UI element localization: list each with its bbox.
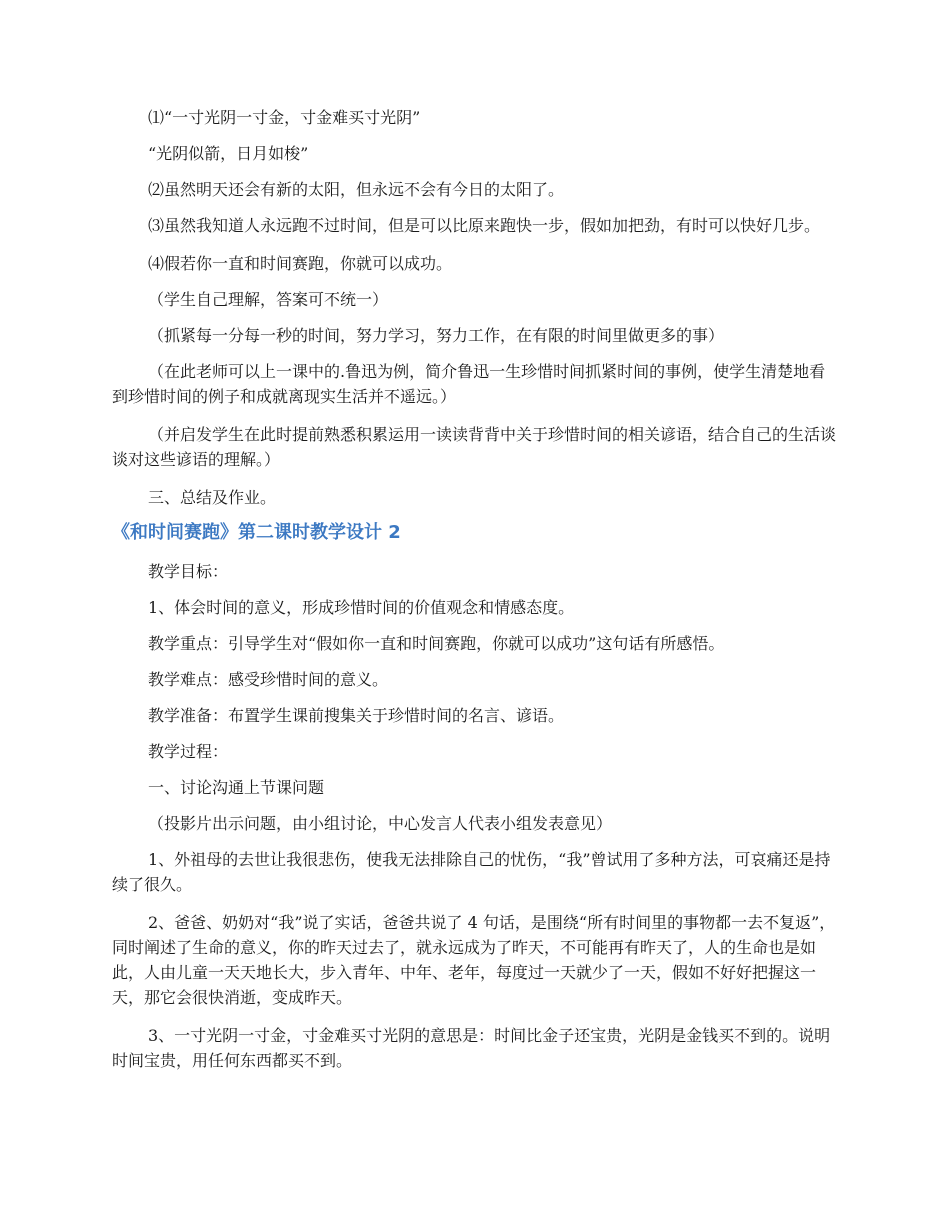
paragraph: （投影片出示问题，由小组讨论，中心发言人代表小组发表意见） [148, 814, 613, 833]
paragraph: 教学准备：布置学生课前搜集关于珍惜时间的名言、谚语。 [148, 706, 565, 725]
paragraph: 2、爸爸、奶奶对“我”说了实话，爸爸共说了 4 句话，是围绕“所有时间里的事物都一去不复返”，同时阐述了生命的意义，你的昨天过去了，就永远成为了昨天，不可能再有昨天了，人的生命也是如此，人由儿童一天天地长大，步入青年、中年、老年，每度过一天就少了一天，假如不好好把握这一天，那它会很快消逝，变成昨天。 [112, 913, 836, 1007]
paragraph: 教学过程： [148, 742, 229, 761]
section-heading: 《和时间赛跑》第二课时教学设计 2 [112, 522, 401, 543]
paragraph: 教学重点：引导学生对“假如你一直和时间赛跑，你就可以成功”这句话有所感悟。 [148, 634, 725, 653]
paragraph: ⑵虽然明天还会有新的太阳，但永远不会有今日的太阳了。 [148, 180, 565, 199]
paragraph: 3、一寸光阴一寸金，寸金难买寸光阴的意思是：时间比金子还宝贵，光阴是金钱买不到的。说明时间宝贵，用任何东西都买不到。 [112, 1026, 831, 1070]
paragraph: 一、讨论沟通上节课问题 [148, 778, 325, 797]
paragraph: （抓紧每一分每一秒的时间，努力学习，努力工作，在有限的时间里做更多的事） [148, 326, 725, 345]
paragraph: ⑷假若你一直和时间赛跑，你就可以成功。 [148, 254, 453, 273]
paragraph: “光阴似箭，日月如梭” [148, 144, 309, 163]
paragraph: ⑶虽然我知道人永远跑不过时间，但是可以比原来跑快一步，假如加把劲，有时可以快好几步。 [148, 216, 821, 235]
paragraph: ⑴“一寸光阴一寸金，寸金难买寸光阴” [148, 108, 421, 127]
paragraph: 1、体会时间的意义，形成珍惜时间的价值观念和情感态度。 [148, 598, 575, 617]
paragraph: 教学难点：感受珍惜时间的意义。 [148, 670, 389, 689]
document-body [112, 105, 838, 1084]
paragraph: 三、总结及作业。 [148, 488, 277, 507]
paragraph: 1、外祖母的去世让我很悲伤，使我无法排除自己的忧伤，“我”曾试用了多种方法，可哀痛还是持续了很久。 [112, 850, 831, 894]
paragraph: 教学目标： [148, 562, 229, 581]
paragraph: （在此老师可以上一课中的.鲁迅为例，简介鲁迅一生珍惜时间抓紧时间的事例，使学生清楚地看到珍惜时间的例子和成就离现实生活并不遥远。） [112, 362, 826, 406]
paragraph: （学生自己理解，答案可不统一） [148, 290, 389, 309]
paragraph: （并启发学生在此时提前熟悉积累运用一读读背背中关于珍惜时间的相关谚语，结合自己的生活谈谈对这些谚语的理解。） [112, 425, 837, 469]
